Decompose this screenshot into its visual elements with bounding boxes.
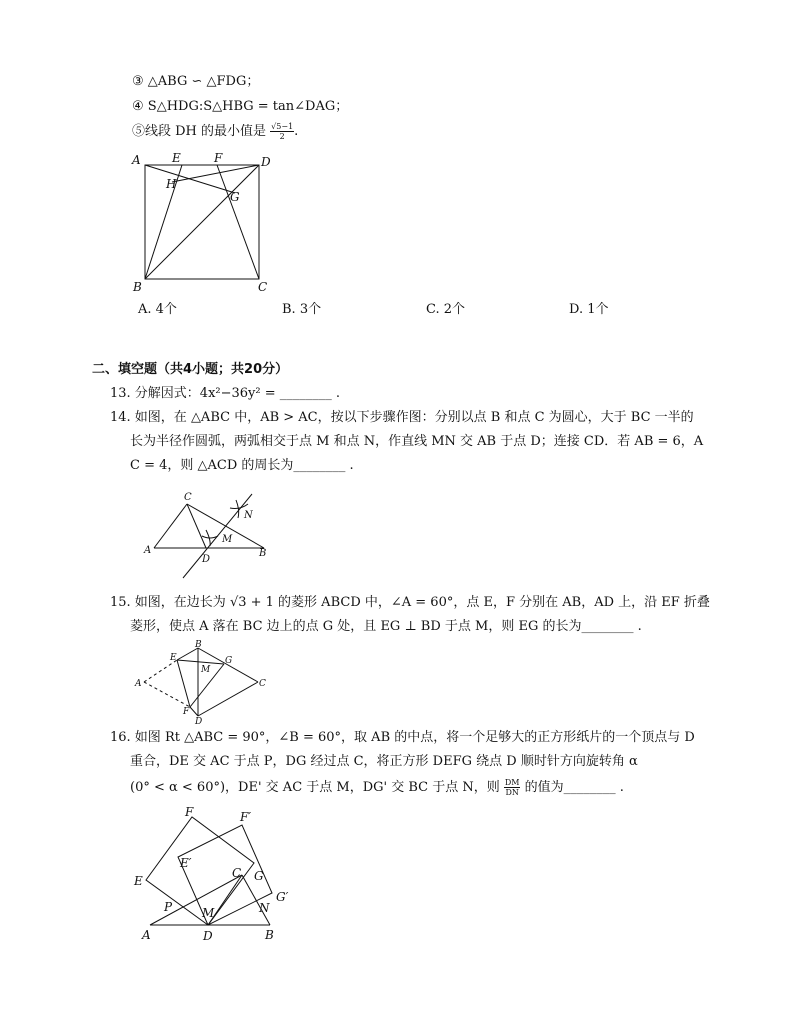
label-d: D [203, 929, 213, 943]
label-f: F [183, 707, 190, 717]
label-a: A [135, 679, 142, 689]
q14-line-3: C = 4，则 △ACD 的周长为________ . [130, 458, 354, 473]
q12-options [138, 298, 658, 318]
option-d: D. 1个 [569, 302, 609, 317]
q16-line-3-text: (0° < α < 60°)，DE' 交 AC 于点 M，DG' 交 BC 于点 N，则 [130, 780, 504, 795]
label-e: E [170, 653, 177, 663]
label-m: M [222, 534, 233, 545]
dashed-ae [144, 660, 177, 682]
q16-line-2: 重合，DE 交 AC 于点 P，DG 经过点 C，将正方形 DEFG 绕点 D 顺时针方向旋转角 α [130, 754, 638, 769]
q12-square-figure [130, 150, 280, 295]
label-f: F [185, 805, 194, 819]
label-g: G [225, 656, 233, 666]
q16-line-3-tail: 的值为________ . [520, 780, 624, 795]
label-a: A [132, 153, 141, 167]
q16-fraction [504, 778, 521, 797]
label-g: G [254, 869, 264, 883]
segment-fc [217, 165, 259, 279]
label-d: D [261, 155, 271, 169]
segment-ag [145, 165, 235, 193]
q16-line-3 [130, 778, 624, 798]
label-g-prime: G′ [276, 890, 289, 904]
label-b: B [259, 548, 267, 559]
segment-cd [187, 504, 206, 548]
section-heading: 二、填空题（共4小题；共20分） [92, 362, 289, 377]
q14-line-2: 长为半径作圆弧，两弧相交于点 M 和点 N，作直线 MN 交 AB 于点 D；连接 CD．若 AB = 6，A [130, 434, 704, 449]
q14-triangle-figure [140, 490, 280, 585]
arc-n-1 [230, 504, 248, 509]
label-c: C [258, 280, 268, 294]
side-cd [198, 682, 258, 716]
fraction-denominator: 2 [279, 132, 285, 141]
option-b: B. 3个 [282, 302, 322, 317]
q12-item-4: ④ S△HDG:S△HBG = tan∠DAG； [132, 99, 349, 114]
segment-hd [172, 165, 259, 182]
label-b: B [133, 280, 142, 294]
diagonal-bd [145, 165, 259, 279]
option-c: C. 2个 [426, 302, 466, 317]
fraction-denominator: DN [505, 788, 519, 797]
label-p: P [164, 900, 173, 914]
fraction-numerator: √5−1 [271, 122, 294, 131]
label-a: A [142, 928, 151, 942]
label-b: B [265, 928, 274, 942]
segment-eg [177, 660, 224, 664]
q13-text: 13. 分解因式：4x²−36y² = ________ . [110, 386, 341, 401]
label-m: M [202, 906, 215, 920]
label-n: N [244, 510, 253, 521]
fold-ef [177, 660, 190, 707]
q12-item-5 [132, 122, 298, 142]
q15-line-2: 菱形，使点 A 落在 BC 边上的点 G 处，且 EG ⊥ BD 于点 M，则 EG 的长为________ . [130, 619, 642, 634]
label-f: F [214, 151, 223, 165]
option-a: A. 4个 [138, 302, 177, 317]
label-n: N [259, 901, 270, 915]
label-f-prime: F′ [240, 810, 252, 824]
q15-rhombus-figure [130, 640, 280, 725]
label-m: M [201, 665, 211, 675]
label-c: C [232, 866, 242, 880]
q15-line-1: 15. 如图，在边长为 √3 + 1 的菱形 ABCD 中，∠A = 60°，点 E，F 分别在 AB，AD 上，沿 EF 折叠 [110, 595, 710, 610]
label-e: E [134, 874, 143, 888]
label-b: B [195, 640, 202, 650]
label-d: D [195, 717, 203, 727]
side-fd [190, 707, 198, 716]
label-g: G [230, 190, 240, 204]
label-a: A [144, 545, 152, 556]
q12-item-5-period: . [294, 124, 299, 139]
label-c: C [184, 492, 192, 503]
q14-line-1: 14. 如图，在 △ABC 中，AB > AC，按以下步骤作图：分别以点 B 和点 C 为圆心，大于 BC 一半的 [110, 410, 694, 425]
dashed-af [144, 682, 190, 707]
arc-n-2 [236, 500, 239, 518]
q12-item-5-text: ⑤线段 DH 的最小值是 [132, 124, 271, 139]
q12-item-3: ③ △ABG ∽ △FDG； [132, 74, 260, 89]
label-h: H [166, 177, 177, 191]
label-e: E [172, 151, 181, 165]
q16-line-1: 16. 如图 Rt △ABC = 90°，∠B = 60°，取 AB 的中点，将一个足够大的正方形纸片的一个顶点与 D [110, 730, 695, 745]
fraction-numerator: DM [504, 778, 520, 787]
q16-square-rotation-figure [130, 805, 310, 950]
label-e-prime: E′ [180, 856, 192, 870]
label-d: D [202, 554, 211, 565]
q12-item-5-fraction [270, 122, 294, 141]
side-ac [154, 504, 187, 548]
label-c: C [259, 679, 266, 689]
